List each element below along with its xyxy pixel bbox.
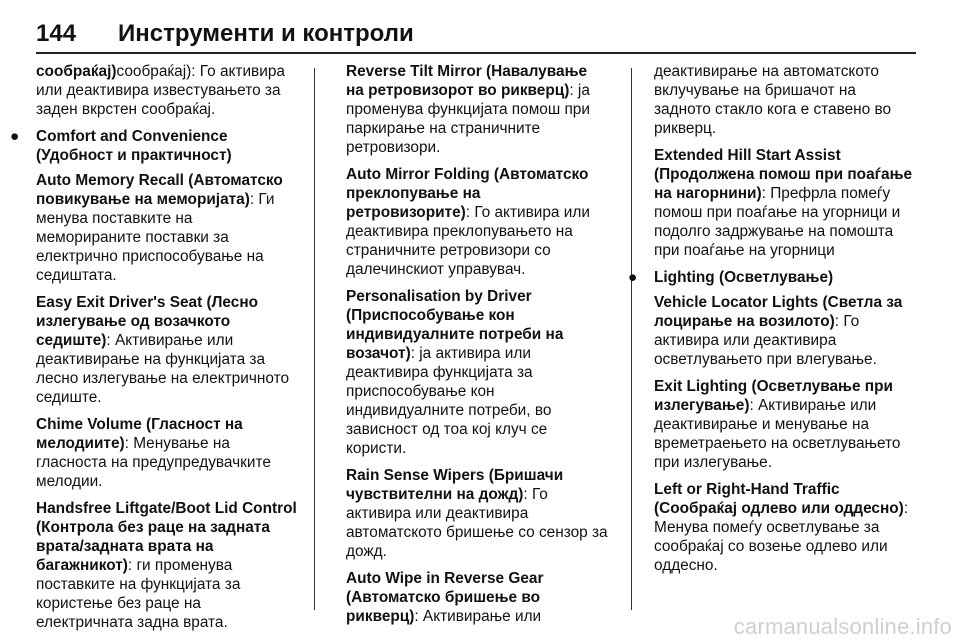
header-divider: [36, 52, 916, 54]
setting-entry: [654, 480, 916, 575]
setting-title: Vehicle Locator Lights (Светла за лоцирање на возилото): [654, 294, 903, 330]
setting-entry: [36, 415, 300, 491]
setting-entry: [654, 293, 916, 369]
category-lighting: [628, 268, 916, 287]
setting-text: : Го активира или деактивира автоматското бришење со сензор за дожд.: [346, 486, 608, 560]
bullet-icon: ●: [10, 128, 20, 145]
setting-entry: [36, 499, 300, 632]
page-title: Инструменти и контроли: [118, 20, 414, 47]
category-heading: Lighting (Осветлување): [654, 269, 834, 286]
setting-text: : ја активира или деактивира функцијата за приспособување кон индивидуалните потреби, во зависност од тоа кој клуч се користи.: [346, 345, 552, 457]
setting-entry: [346, 165, 608, 279]
setting-title: Auto Memory Recall (Автоматско повикување на меморијата): [36, 172, 283, 208]
setting-title: Easy Exit Driver's Seat (Лесно излегување од возачкото седиште): [36, 294, 259, 349]
page-number: 144: [36, 20, 77, 47]
setting-text: : Активирање или: [414, 608, 542, 625]
setting-title: Chime Volume (Гласност на мелодиите): [36, 416, 243, 452]
column-divider: [631, 68, 632, 610]
setting-text: : ги променува поставките на функцијата за користење без раце на електричната задна врата.: [36, 557, 241, 631]
column-divider: [314, 68, 315, 610]
setting-title: Auto Wipe in Reverse Gear (Автоматско бришење во рикверц): [346, 570, 544, 625]
category-heading: Comfort and Convenience (Удобност и практичност): [36, 128, 232, 164]
continued-entry: [36, 62, 300, 119]
setting-text: : Активирање или деактивирање и менување на времетраењето на осветлувањето при излегување.: [654, 397, 901, 471]
setting-entry: [346, 569, 608, 626]
setting-text: : Менување на гласноста на предупредувачките мелодии.: [36, 435, 271, 490]
setting-title: Left or Right-Hand Traffic (Сообраќај одлево или оддесно): [654, 481, 904, 517]
setting-title: Personalisation by Driver (Приспособување кон индивидуалните потреби на возачот): [346, 288, 564, 362]
setting-text: : ја променува функцијата помош при паркирање на страничните ретровизори.: [346, 82, 590, 156]
setting-title: Exit Lighting (Осветлување при излегување): [654, 378, 893, 414]
setting-entry: [346, 62, 608, 157]
setting-title: Auto Mirror Folding (Автоматско преклопување на ретровизорите): [346, 166, 589, 221]
watermark: carmanualsonline.info: [733, 614, 952, 639]
text-column-1: [10, 62, 300, 640]
setting-entry: [36, 293, 300, 407]
setting-title: Reverse Tilt Mirror (Навалување на ретровизорот во рикверц): [346, 63, 588, 99]
setting-entry: [346, 466, 608, 561]
entry-text: деактивирање на автоматското вклучување на бришачот на задното стакло кога е ставено во рикверц.: [654, 63, 892, 137]
entry-title-tail: сообраќај): [36, 63, 117, 80]
setting-title: Handsfree Liftgate/Boot Lid Control (Контрола без раце на задната врата/задната врата на багажникот): [36, 500, 297, 574]
setting-text: : Го активира или деактивира преклопувањето на страничните ретровизори со далечинскиот управувач.: [346, 204, 590, 278]
setting-title: Rain Sense Wipers (Бришачи чувствителни на дожд): [346, 467, 564, 503]
setting-text: : Го активира или деактивира осветлувањето при влегување.: [654, 313, 877, 368]
setting-entry: [654, 146, 916, 260]
text-column-2: [346, 62, 608, 634]
setting-text: : Ги менува поставките на меморираните поставки за електрично приспособување на седиштата.: [36, 191, 275, 284]
setting-text: : Префрла помеѓу помош при поаѓање на угорници и подолго задржување на помошта при поаѓање на угорници: [654, 185, 901, 259]
page-header: [36, 20, 916, 54]
setting-entry: [36, 171, 300, 285]
setting-entry: [654, 377, 916, 472]
bullet-icon: ●: [628, 269, 638, 286]
entry-text: сообраќај): Го активира или деактивира известувањето за заден вкрстен сообраќај.: [36, 63, 285, 118]
setting-entry: [346, 287, 608, 458]
text-column-3: [628, 62, 916, 583]
setting-text: : Активирање или деактивирање на функцијата за лесно излегување на електричното седиште.: [36, 332, 290, 406]
setting-title: Extended Hill Start Assist (Продолжена помош при поаѓање на нагорнини): [654, 147, 913, 202]
setting-text: : Менува помеѓу осветлување за сообраќај со возење одлево или оддесно.: [654, 500, 909, 574]
category-comfort: [10, 127, 300, 165]
continued-entry: [654, 62, 916, 138]
